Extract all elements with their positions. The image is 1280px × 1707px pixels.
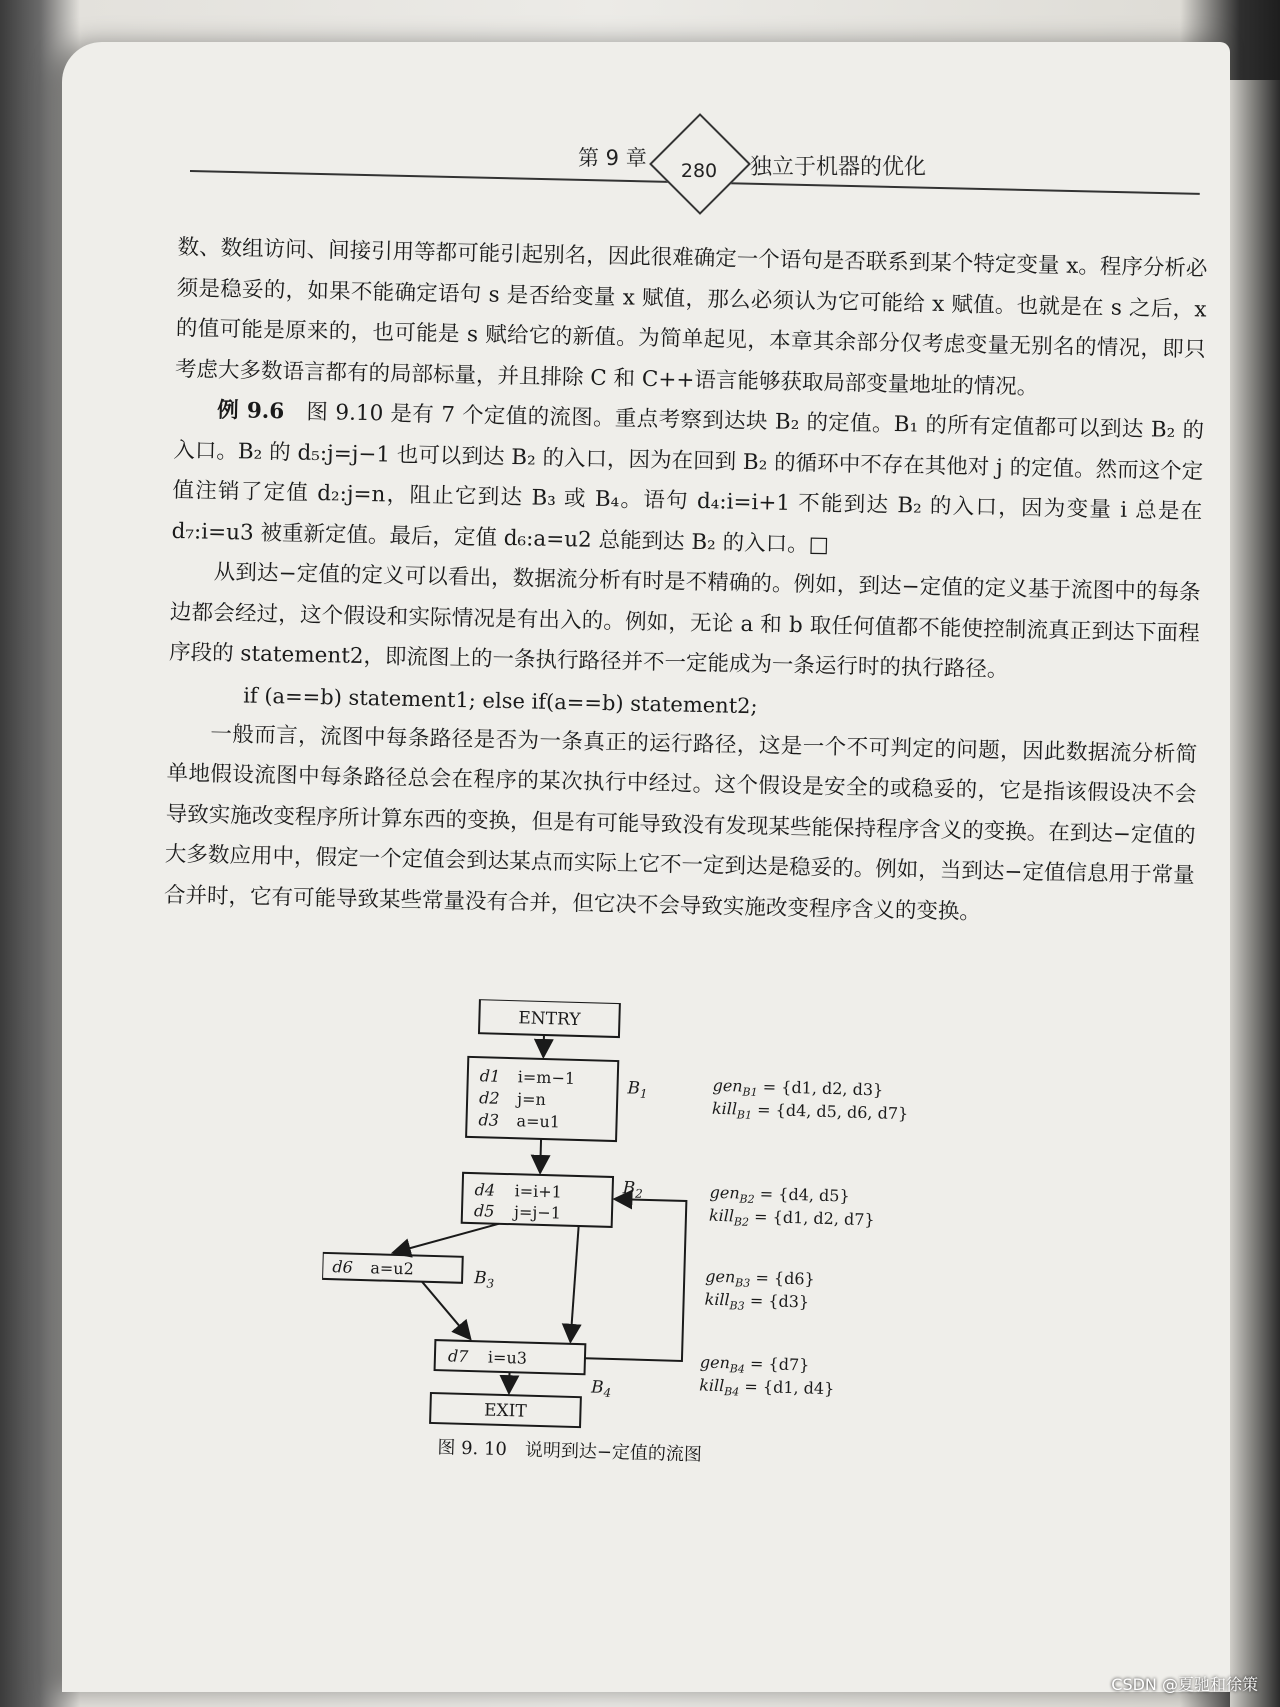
edge-b1-b2: [540, 1139, 541, 1173]
b2-line-1: i=i+1: [514, 1181, 563, 1202]
b3-label: $B_3$: [473, 1268, 495, 1291]
svg-text:genB4 = {d7}: gen$_{B4}$ = {d7}: [699, 1352, 810, 1376]
genkill-b1: [712, 1076, 909, 1126]
svg-text:killB2 = {d1, d2, d7}: kill$_{B2}$ = {d1, d2, d7}: [708, 1205, 875, 1230]
genkill-b3: [704, 1267, 815, 1315]
watermark: CSDN @夏驰和徐策: [1111, 1675, 1258, 1694]
flow-graph-figure: [315, 995, 930, 1557]
example-text: 图 9.10 是有 7 个定值的流图。重点考察到达块 B₂ 的定值。B₁ 的所有定值都可以到达 B₂ 的入口。B₂ 的 d₅:j=j−1 也可以到达 B₂ 的入口，因为在回到 B₂ 的循环中不存在其他对 j 的定值。然而这个定值注销了定值 d₂:j=n，阻止它到达 B₃ 或 B₄。语句 d₄:i=i+1 不能到达 B₂ 的入口，因为变量 i 总是在 d₇:i=u3 被重新定值。最后，定值 d₆:a=u2 总能到达 B₂ 的入口。□: [171, 399, 1205, 558]
next-page-edge: [1230, 80, 1280, 1707]
b1-line-1: i=m−1: [517, 1067, 576, 1088]
svg-text:killB4 = {d1, d4}: kill$_{B4}$ = {d1, d4}: [698, 1375, 835, 1399]
chapter-label: 第 9 章: [578, 146, 647, 170]
body-text: [164, 228, 1208, 937]
svg-text:genB2 = {d4, d5}: gen$_{B2}$ = {d4, d5}: [709, 1182, 850, 1206]
svg-text:genB1 = {d1, d2, d3}: gen$_{B1}$ = {d1, d2, d3}: [712, 1075, 884, 1100]
b2-def-2: d5: [473, 1201, 495, 1221]
b1-def-2: d2: [478, 1088, 500, 1108]
page-number: 280: [680, 160, 718, 182]
paragraph-example: [171, 390, 1204, 574]
b1-line-2: j=n: [516, 1089, 547, 1110]
b1-line-3: a=u1: [516, 1111, 561, 1132]
b1-def-3: d3: [478, 1110, 500, 1130]
svg-text:killB1 = {d4, d5, d6, d7}: kill$_{B1}$ = {d4, d5, d6, d7}: [711, 1098, 909, 1124]
figure-caption: 图 9. 10 说明到达−定值的流图: [437, 1437, 703, 1466]
edge-entry-b1: [543, 1035, 544, 1057]
b2-label: $B_2$: [622, 1178, 643, 1201]
code-line: if (a==b) statement1; else if(a==b) statement2;: [242, 682, 758, 718]
b3-def: d6: [332, 1257, 354, 1277]
edge-b3-b4: [420, 1282, 472, 1339]
svg-text:killB3 = {d3}: kill$_{B3}$ = {d3}: [704, 1289, 810, 1313]
edge-b2-b4: [570, 1226, 578, 1342]
paragraph-1: 数、数组访问、间接引用等都可能引起别名，因此很难确定一个语句是否联系到某个特定变量 x。程序分析必须是稳妥的，如果不能确定语句 s 是否给变量 x 赋值，那么必须认为它可能给 x 赋值。也就是在 s 之后，x 的值可能是原来的，也可能是 s 赋给它的新值。为简单起见，本章其余部分仅考虑变量无别名的情况，即只考虑大多数语言都有的局部标量，并且排除 C 和 C++语言能够获取局部变量地址的情况。: [174, 234, 1208, 400]
b2-line-2: j=j−1: [513, 1202, 562, 1223]
b4-label: $B_4$: [590, 1377, 612, 1401]
b4-def: d7: [447, 1346, 469, 1367]
paragraph-3: 从到达−定值的定义可以看出，数据流分析有时是不精确的。例如，到达−定值的定义基于流图中的每条边都会经过，这个假设和实际情况是有出入的。例如，无论 a 和 b 取任何值都不能使控制流真正到达下面程序段的 statement2，即流图上的一条执行路径并不一定能成为一条运行时的执行路径。: [168, 559, 1201, 683]
edge-b4-exit: [509, 1372, 510, 1393]
exit-label: EXIT: [483, 1400, 528, 1422]
genkill-b2: [709, 1183, 876, 1233]
svg-text:genB3 = {d6}: gen$_{B3}$ = {d6}: [705, 1266, 815, 1290]
example-label: 例 9.6: [216, 397, 285, 425]
b1-label: $B_1$: [627, 1078, 648, 1101]
flow-graph-svg: [315, 995, 930, 1557]
chapter-title: 独立于机器的优化: [750, 155, 927, 180]
b3-line: a=u2: [370, 1258, 415, 1279]
b4-line: i=u3: [487, 1347, 528, 1368]
entry-label: ENTRY: [518, 1008, 581, 1030]
b1-def-1: d1: [479, 1066, 501, 1086]
edge-b2-b3: [393, 1221, 499, 1256]
b2-def-1: d4: [474, 1180, 496, 1200]
paragraph-4: 一般而言，流图中每条路径是否为一条真正的运行路径，这是一个不可判定的问题，因此数据流分析简单地假设流图中每条路径总会在程序的某次执行中经过。这个假设是安全的或稳妥的，它是指该假设决不会导致实施改变程序所计算东西的变换，但是有可能导致没有发现某些能保持程序含义的变换。在到达−定值的大多数应用中，假定一个定值会到达某点而实际上它不一定到达是稳妥的。例如，当到达−定值信息用于常量合并时，它有可能导致某些常量没有合并，但它决不会导致实施改变程序含义的变换。: [163, 721, 1198, 925]
genkill-b4: [699, 1352, 835, 1401]
edge-b4-b2-loop: [585, 1198, 686, 1361]
